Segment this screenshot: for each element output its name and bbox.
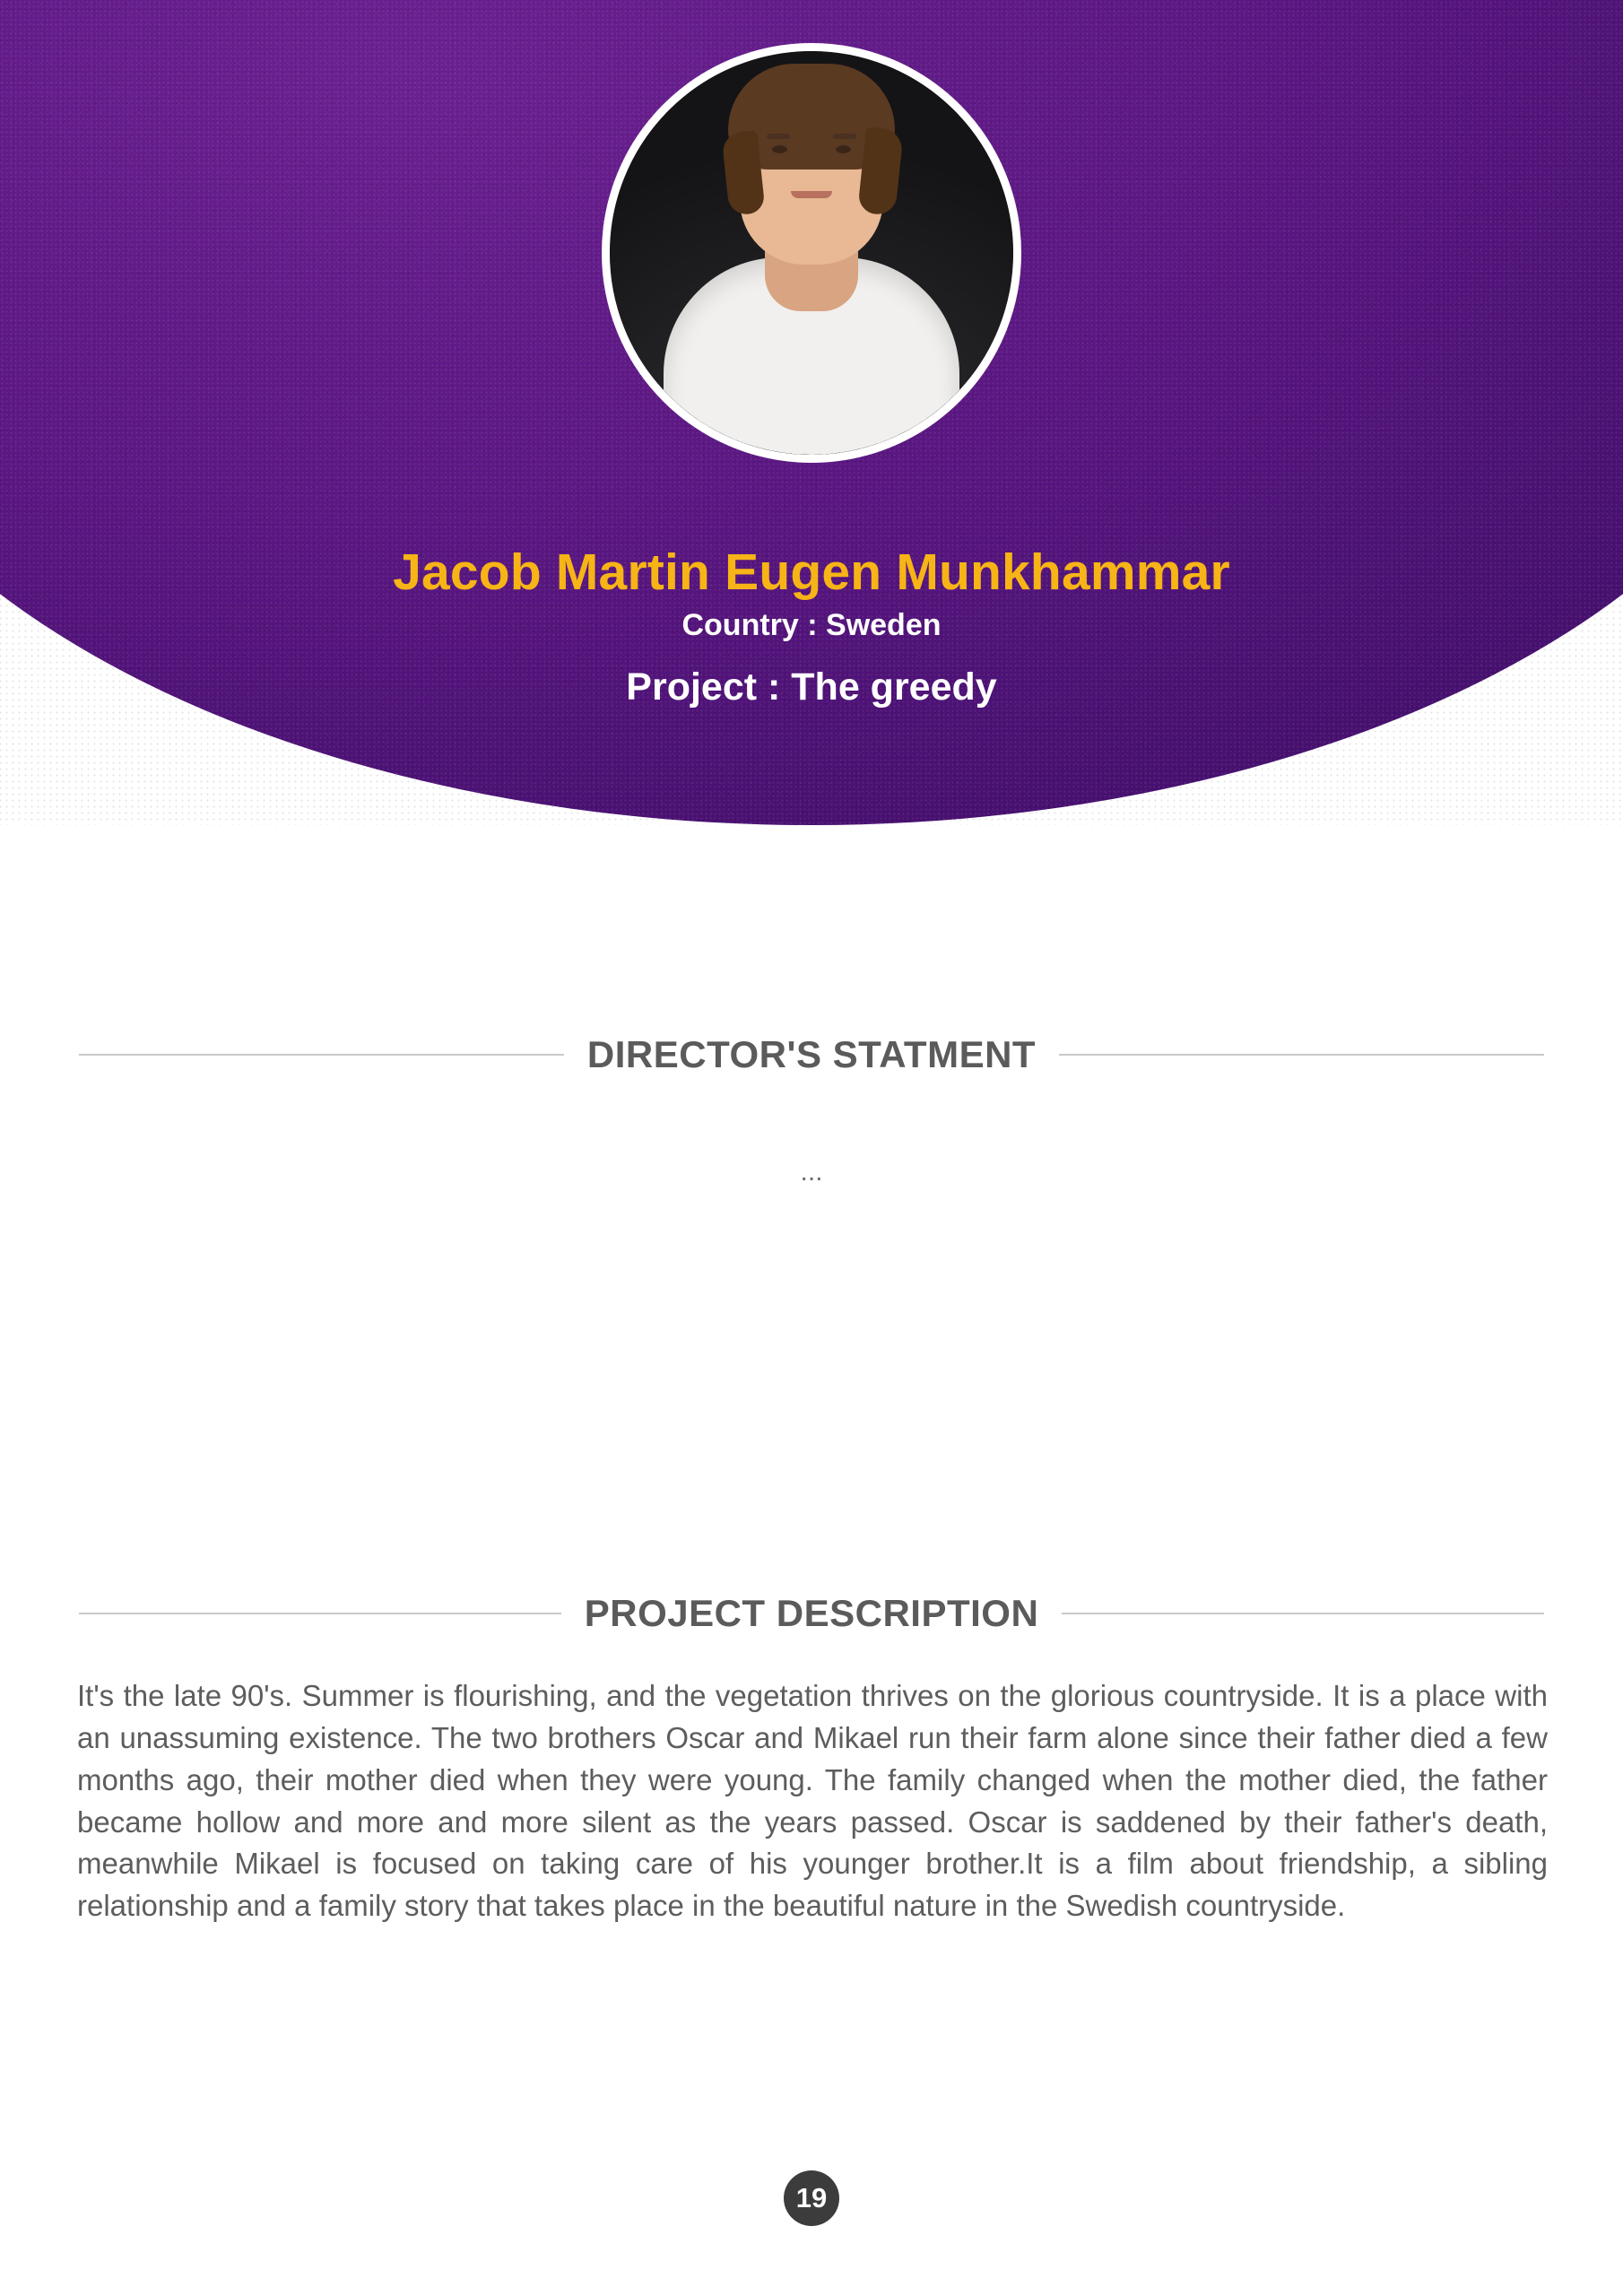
directors-statement-title: DIRECTOR'S STATMENT: [586, 1033, 1037, 1075]
project-description-text: It's the late 90's. Summer is flourishing, and the vegetation thrives on the glorious countryside. It is a place with an unassuming existence. The two brothers Oscar and Mikael run their farm alone since their father died a few months ago, their mother died when they were young. The family changed when the mother died, the father became hollow and more and more silent as the years passed. Oscar is saddened by their father's death, meanwhile Mikael is focused on taking care of his younger brother.It is a film about friendship, a sibling relationship and a family story that takes place in the beautiful nature in the Swedish countryside.: [77, 1679, 1548, 1923]
heading-rule-right: [1059, 1054, 1544, 1056]
project-description-title: PROJECT DESCRIPTION: [584, 1592, 1039, 1634]
heading-rule-right: [1062, 1613, 1544, 1614]
heading-rule-left: [79, 1054, 564, 1056]
heading-rule-left: [79, 1613, 561, 1614]
directors-statement-text: ...: [800, 1157, 823, 1187]
portrait-eye-left: [772, 145, 787, 153]
portrait-brow-left: [767, 134, 790, 139]
avatar: [602, 43, 1021, 463]
portrait-hair-right: [857, 126, 904, 216]
portrait-eye-right: [836, 145, 851, 153]
avatar-photo: [610, 51, 1013, 455]
project-description-heading: [79, 1592, 1544, 1635]
directors-statement-heading: [79, 1033, 1544, 1076]
portrait-brow-right: [833, 134, 856, 139]
country-label: Country : Sweden: [681, 608, 942, 642]
portrait-mouth: [791, 191, 832, 198]
page-number-badge: 19: [784, 2170, 839, 2226]
director-name: Jacob Martin Eugen Munkhammar: [393, 544, 1230, 601]
page-header: [0, 0, 1623, 834]
project-label: Project : The greedy: [626, 665, 997, 709]
